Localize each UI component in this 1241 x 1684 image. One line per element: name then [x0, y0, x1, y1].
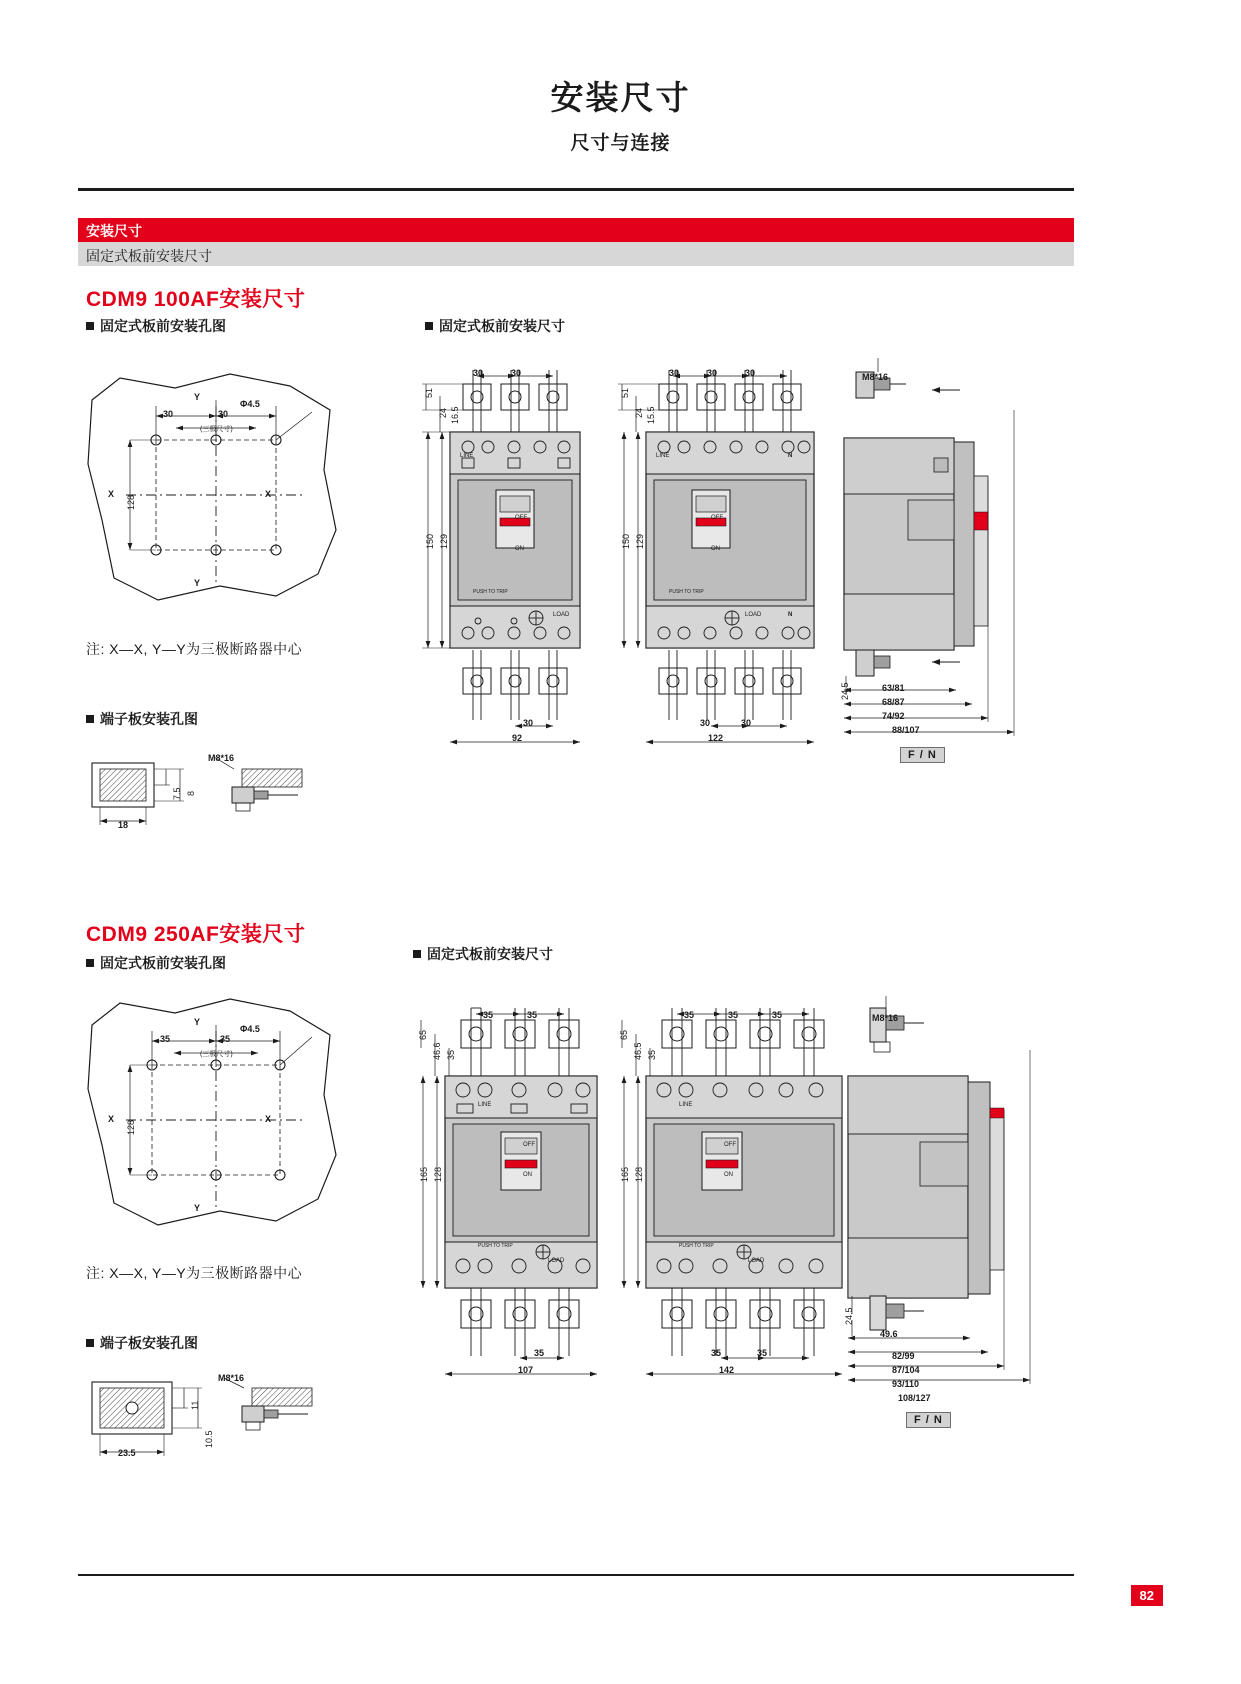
label-4p-off-100af: OFF	[711, 515, 723, 521]
label-4p-top-pitch-2-250af: 35	[728, 1010, 739, 1020]
label-plate-width-250af: 23.5	[118, 1448, 136, 1458]
label-4p-push-250af: PUSH TO TRIP	[679, 1243, 714, 1249]
label-axis-x-right-250af: X	[265, 1114, 272, 1124]
section-title-250af: CDM9 250AF安装尺寸	[86, 923, 306, 946]
heading-hole-plan-100af: 固定式板前安装孔图	[86, 316, 226, 336]
label-3p-off-250af: OFF	[523, 1142, 535, 1148]
label-3p-off-100af: OFF	[515, 515, 527, 521]
label-4p-load-250af: LOAD	[748, 1258, 765, 1264]
section-band-grey	[78, 242, 1074, 266]
label-side-stack-1-250af: 82/99	[892, 1351, 915, 1361]
label-plate-h1-250af: 11	[190, 1400, 200, 1410]
bullet-square-icon	[86, 715, 94, 723]
label-3p-line-250af: LINE	[478, 1102, 492, 1108]
label-pitch-left-100af: 30	[163, 409, 174, 419]
label-plate-width-100af: 18	[118, 820, 129, 830]
label-4p-height-outer-100af: 150	[621, 533, 631, 549]
bullet-square-icon	[86, 1339, 94, 1347]
drawing-hole-plan-250af	[80, 985, 350, 1265]
badge-fn-100af: F / N	[900, 747, 945, 763]
bullet-square-icon	[86, 322, 94, 330]
label-pitch-left-250af: 35	[160, 1034, 171, 1044]
badge-fn-250af: F / N	[906, 1412, 951, 1428]
label-axis-y-top-250af: Y	[194, 1017, 201, 1027]
label-side-stack-3-100af: 74/92	[882, 711, 905, 721]
label-4p-line-100af: LINE	[656, 453, 670, 459]
label-axis-x-left-100af: X	[108, 489, 115, 499]
heading-terminal-plate-100af: 端子板安装孔图	[86, 709, 198, 729]
heading-terminal-plate-250af: 端子板安装孔图	[86, 1333, 198, 1353]
label-axis-y-bottom-100af: Y	[194, 578, 201, 588]
label-4p-total-width-100af: 122	[708, 733, 724, 743]
bullet-square-icon	[86, 959, 94, 967]
label-4p-top-pitch-1-250af: 35	[684, 1010, 695, 1020]
label-4p-height-inner-100af: 129	[635, 533, 645, 549]
label-3p-top-left-1-100af: 51	[424, 387, 434, 398]
drawing-side-view-250af	[840, 990, 1070, 1390]
label-side-245-250af: 24.5	[844, 1307, 854, 1325]
drawing-terminal-plate-250af	[84, 1368, 344, 1478]
heading-front-dims-250af: 固定式板前安装尺寸	[413, 944, 553, 964]
label-side-496-250af: 49.6	[880, 1329, 898, 1339]
heading-hole-plan-250af: 固定式板前安装孔图	[86, 953, 226, 973]
label-3p-height-inner-250af: 128	[433, 1166, 443, 1182]
page-title: 安装尺寸	[550, 79, 691, 116]
label-3p-on-250af: ON	[523, 1172, 532, 1178]
section-title-100af: CDM9 100AF安装尺寸	[86, 288, 306, 311]
label-4p-load-100af: LOAD	[745, 612, 762, 618]
label-3p-top-pitch-2-100af: 30	[511, 368, 522, 378]
label-pitch-vertical-100af: 128	[126, 494, 136, 510]
label-4p-top-pitch-1-100af: 30	[669, 368, 680, 378]
label-4p-off-250af: OFF	[724, 1142, 736, 1148]
bullet-square-icon	[425, 322, 433, 330]
label-3p-height-inner-100af: 129	[439, 533, 449, 549]
label-hole-dia-250af: Φ4.5	[240, 1024, 260, 1034]
label-3p-top-pitch-2-250af: 35	[527, 1010, 538, 1020]
footer-divider	[78, 1574, 1074, 1576]
label-side-bolt-250af: M8*16	[872, 1013, 899, 1023]
label-3p-load-250af: LOAD	[548, 1258, 565, 1264]
label-3p-total-width-100af: 92	[512, 733, 523, 743]
label-axis-x-left-250af: X	[108, 1114, 115, 1124]
note-250af: 注: X—X, Y—Y为三极断路器中心	[86, 1265, 303, 1281]
section-band-red	[78, 218, 1074, 242]
label-axis-y-top-100af: Y	[194, 392, 201, 402]
label-4p-top-left-2-250af: 46.5	[633, 1042, 643, 1060]
label-plate-h2-100af: 8	[186, 790, 196, 796]
header-divider	[78, 188, 1074, 191]
label-pitch-right-100af: 30	[218, 409, 229, 419]
label-4p-top-left-1-100af: 51	[620, 387, 630, 398]
label-3p-bottom-pitch-100af: 30	[523, 718, 534, 728]
label-inner-note-100af: (三极尺寸)	[200, 426, 233, 433]
label-4p-neutral-top-100af: N	[788, 453, 793, 459]
label-pitch-vertical-250af: 128	[126, 1119, 136, 1135]
page-number: 82	[1131, 1585, 1163, 1606]
label-3p-top-pitch-1-100af: 30	[473, 368, 484, 378]
label-3p-top-left-3-250af: 35	[446, 1049, 456, 1060]
label-3p-push-250af: PUSH TO TRIP	[478, 1243, 513, 1249]
label-axis-x-right-100af: X	[265, 489, 272, 499]
label-bolt-100af: M8*16	[208, 753, 235, 763]
label-4p-top-pitch-3-250af: 35	[772, 1010, 783, 1020]
label-side-bolt-100af: M8*16	[862, 372, 889, 382]
label-3p-total-width-250af: 107	[518, 1365, 534, 1375]
label-plate-h2-250af: 10.5	[204, 1430, 214, 1448]
label-3p-height-outer-100af: 150	[425, 533, 435, 549]
label-bolt-250af: M8*16	[218, 1373, 245, 1383]
label-4p-on-100af: ON	[711, 546, 720, 552]
label-4p-bottom-pitch-1-250af: 35	[711, 1348, 722, 1358]
label-hole-dia-100af: Φ4.5	[240, 399, 260, 409]
label-3p-on-100af: ON	[515, 546, 524, 552]
heading-front-dims-100af: 固定式板前安装尺寸	[425, 316, 565, 336]
label-3p-top-left-3-100af: 16.5	[450, 406, 460, 424]
bullet-square-icon	[413, 950, 421, 958]
label-4p-bottom-pitch-2-100af: 30	[741, 718, 752, 728]
label-plate-h1-100af: 7.5	[172, 787, 182, 800]
label-3p-push-100af: PUSH TO TRIP	[473, 589, 508, 595]
label-3p-top-pitch-1-250af: 35	[483, 1010, 494, 1020]
label-4p-total-width-250af: 142	[719, 1365, 735, 1375]
label-4p-height-outer-250af: 165	[620, 1166, 630, 1182]
label-side-stack-2-250af: 87/104	[892, 1365, 920, 1375]
label-4p-bottom-pitch-2-250af: 35	[757, 1348, 768, 1358]
label-side-stack-1-100af: 63/81	[882, 683, 905, 693]
label-3p-top-left-2-100af: 24	[438, 407, 448, 418]
label-axis-y-bottom-250af: Y	[194, 1203, 201, 1213]
drawing-side-view-100af	[836, 350, 1066, 750]
label-4p-top-left-2-100af: 24	[634, 407, 644, 418]
note-100af: 注: X—X, Y—Y为三极断路器中心	[86, 641, 303, 657]
label-4p-push-100af: PUSH TO TRIP	[669, 589, 704, 595]
drawing-front-4p-250af	[616, 990, 841, 1380]
label-4p-neutral-bottom-100af: N	[788, 612, 793, 618]
section-band-grey-label: 固定式板前安装尺寸	[86, 248, 212, 264]
label-inner-note-250af: (三极尺寸)	[200, 1051, 233, 1058]
section-band-red-label: 安装尺寸	[86, 223, 142, 239]
label-side-stack-3-250af: 93/110	[892, 1379, 920, 1389]
label-3p-height-outer-250af: 165	[419, 1166, 429, 1182]
label-pitch-right-250af: 35	[220, 1034, 231, 1044]
label-3p-top-left-2-250af: 46.6	[432, 1042, 442, 1060]
label-3p-line-100af: LINE	[460, 453, 474, 459]
label-4p-top-left-3-250af: 35	[647, 1049, 657, 1060]
drawing-front-3p-250af	[415, 990, 620, 1380]
label-3p-bottom-pitch-250af: 35	[534, 1348, 545, 1358]
label-side-stack-4-100af: 88/107	[892, 725, 920, 735]
label-side-stack-4-250af: 108/127	[898, 1393, 931, 1403]
label-4p-line-250af: LINE	[679, 1102, 693, 1108]
label-side-stack-2-100af: 68/87	[882, 697, 905, 707]
label-4p-bottom-pitch-1-100af: 30	[700, 718, 711, 728]
label-3p-load-100af: LOAD	[553, 612, 570, 618]
label-4p-top-pitch-3-100af: 30	[745, 368, 756, 378]
drawing-hole-plan-100af	[80, 360, 350, 640]
label-4p-height-inner-250af: 128	[634, 1166, 644, 1182]
label-4p-on-250af: ON	[724, 1172, 733, 1178]
label-3p-top-left-1-250af: 65	[418, 1029, 428, 1040]
label-side-245-100af: 24.5	[840, 682, 850, 700]
page-subtitle: 尺寸与连接	[570, 133, 671, 154]
label-4p-top-pitch-2-100af: 30	[707, 368, 718, 378]
label-4p-top-left-1-250af: 65	[619, 1029, 629, 1040]
label-4p-top-left-3-100af: 15.5	[646, 406, 656, 424]
